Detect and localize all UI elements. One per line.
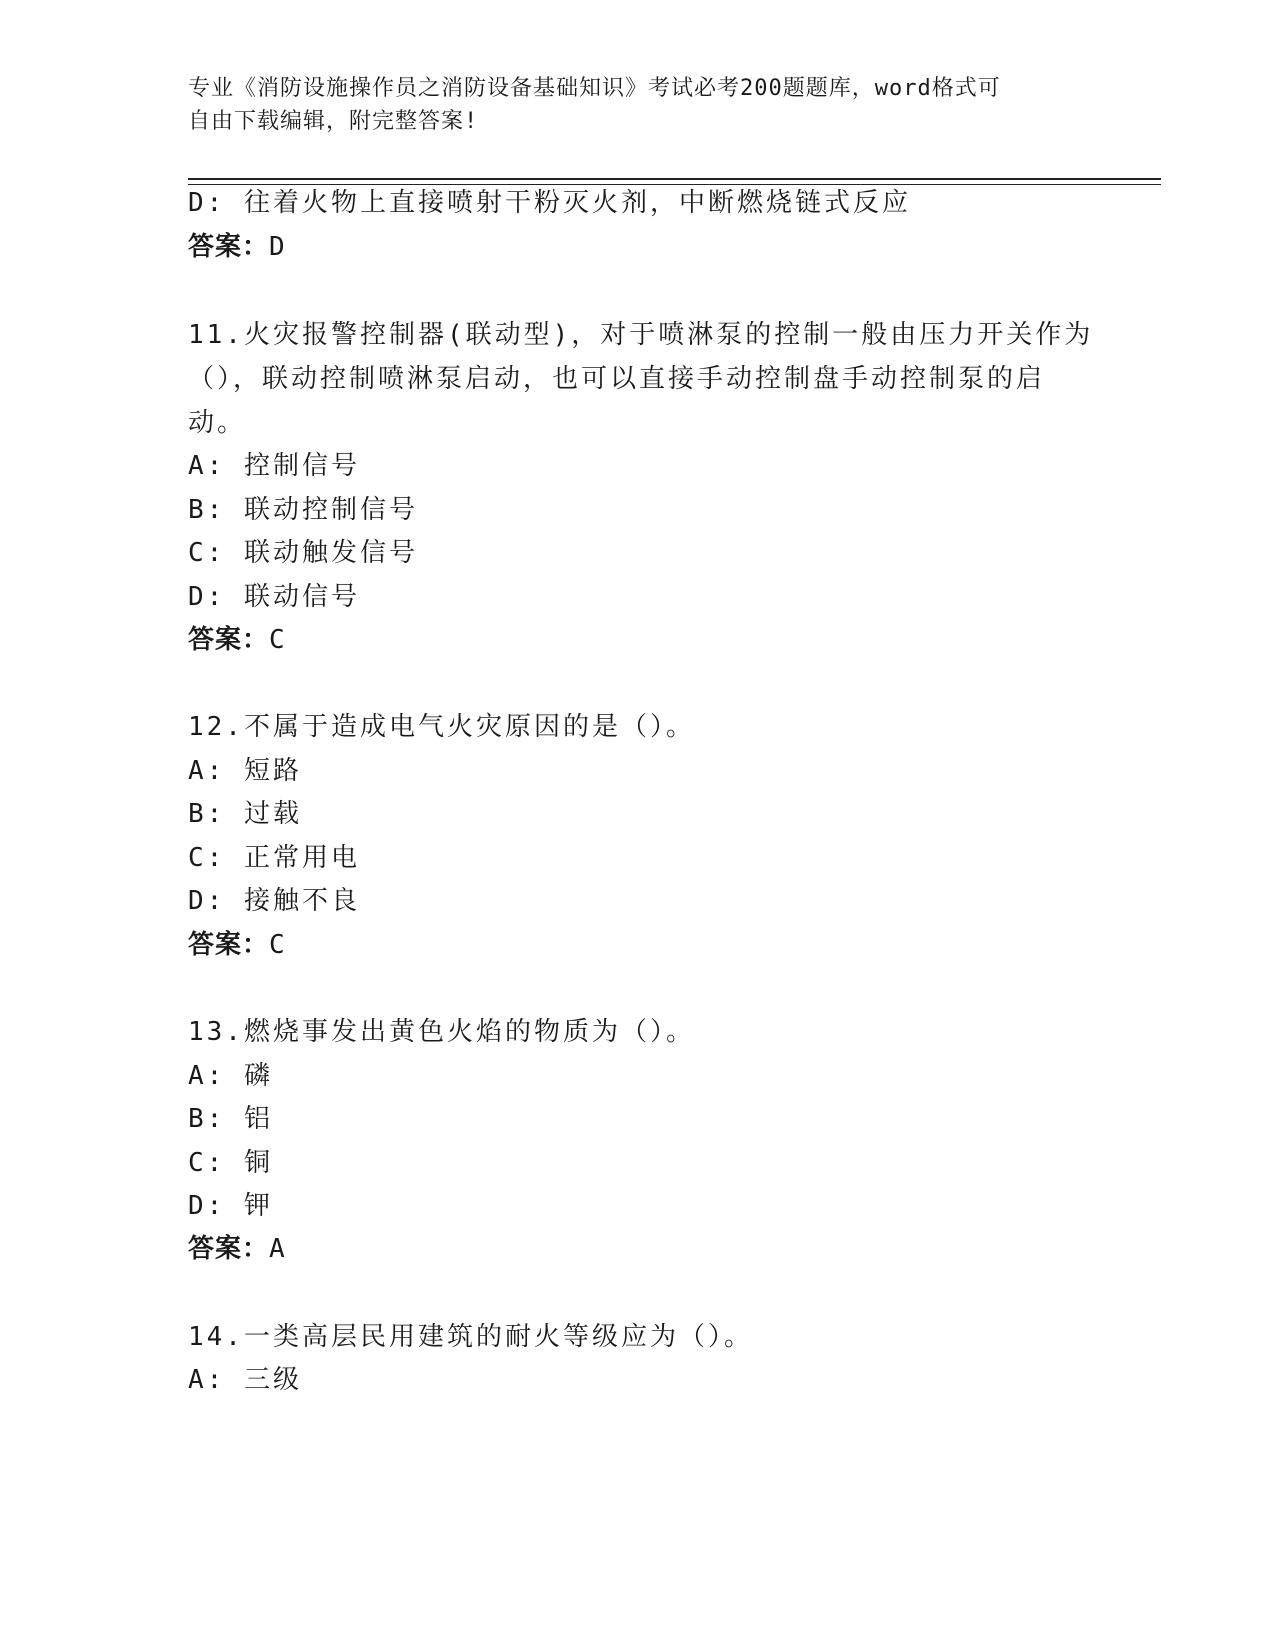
q14-option-a: A: 三级 <box>188 1365 302 1395</box>
q13-option-b: B: 铝 <box>188 1104 273 1134</box>
prev-option-d: D: 往着火物上直接喷射干粉灭火剂，中断燃烧链式反应 <box>188 188 911 218</box>
answer-value: A <box>269 1234 286 1264</box>
q11-option-b: B: 联动控制信号 <box>188 495 418 525</box>
prev-answer <box>188 224 286 270</box>
header-line-2: 自由下载编辑，附完整答案! <box>188 109 479 134</box>
q12-answer <box>188 922 286 968</box>
q13-answer <box>188 1226 286 1272</box>
answer-label: 答案： <box>188 930 270 960</box>
q12-text: 12.不属于造成电气火灾原因的是（）。 <box>188 712 695 742</box>
q12-option-a: A: 短路 <box>188 756 302 786</box>
answer-label: 答案： <box>188 625 270 655</box>
answer-value: C <box>269 625 286 655</box>
q11-option-d: D: 联动信号 <box>188 582 360 612</box>
q11-option-a: A: 控制信号 <box>188 451 360 481</box>
answer-value: C <box>269 930 286 960</box>
answer-label: 答案： <box>188 232 270 262</box>
q13-option-c: C: 铜 <box>188 1148 273 1178</box>
q11-text-line-1: 11.火灾报警控制器(联动型)，对于喷淋泵的控制一般由压力开关作为 <box>188 320 1094 350</box>
q11-text-line-2: （），联动控制喷淋泵启动，也可以直接手动控制盘手动控制泵的启 <box>188 364 1046 394</box>
answer-label: 答案： <box>188 1234 270 1264</box>
q12-option-c: C: 正常用电 <box>188 843 360 873</box>
document-header <box>188 72 1088 138</box>
q11-text-line-3: 动。 <box>188 408 247 438</box>
q13-option-a: A: 磷 <box>188 1061 273 1091</box>
q12-option-b: B: 过载 <box>188 799 302 829</box>
q14-text: 14.一类高层民用建筑的耐火等级应为（）。 <box>188 1322 753 1352</box>
q13-option-d: D: 钾 <box>188 1191 273 1221</box>
answer-value: D <box>269 232 286 262</box>
q11-answer <box>188 617 286 663</box>
q11-option-c: C: 联动触发信号 <box>188 538 418 568</box>
q12-option-d: D: 接触不良 <box>188 886 360 916</box>
header-line-1: 专业《消防设施操作员之消防设备基础知识》考试必考200题题库，word格式可 <box>188 76 1001 101</box>
q13-text: 13.燃烧事发出黄色火焰的物质为（）。 <box>188 1017 695 1047</box>
